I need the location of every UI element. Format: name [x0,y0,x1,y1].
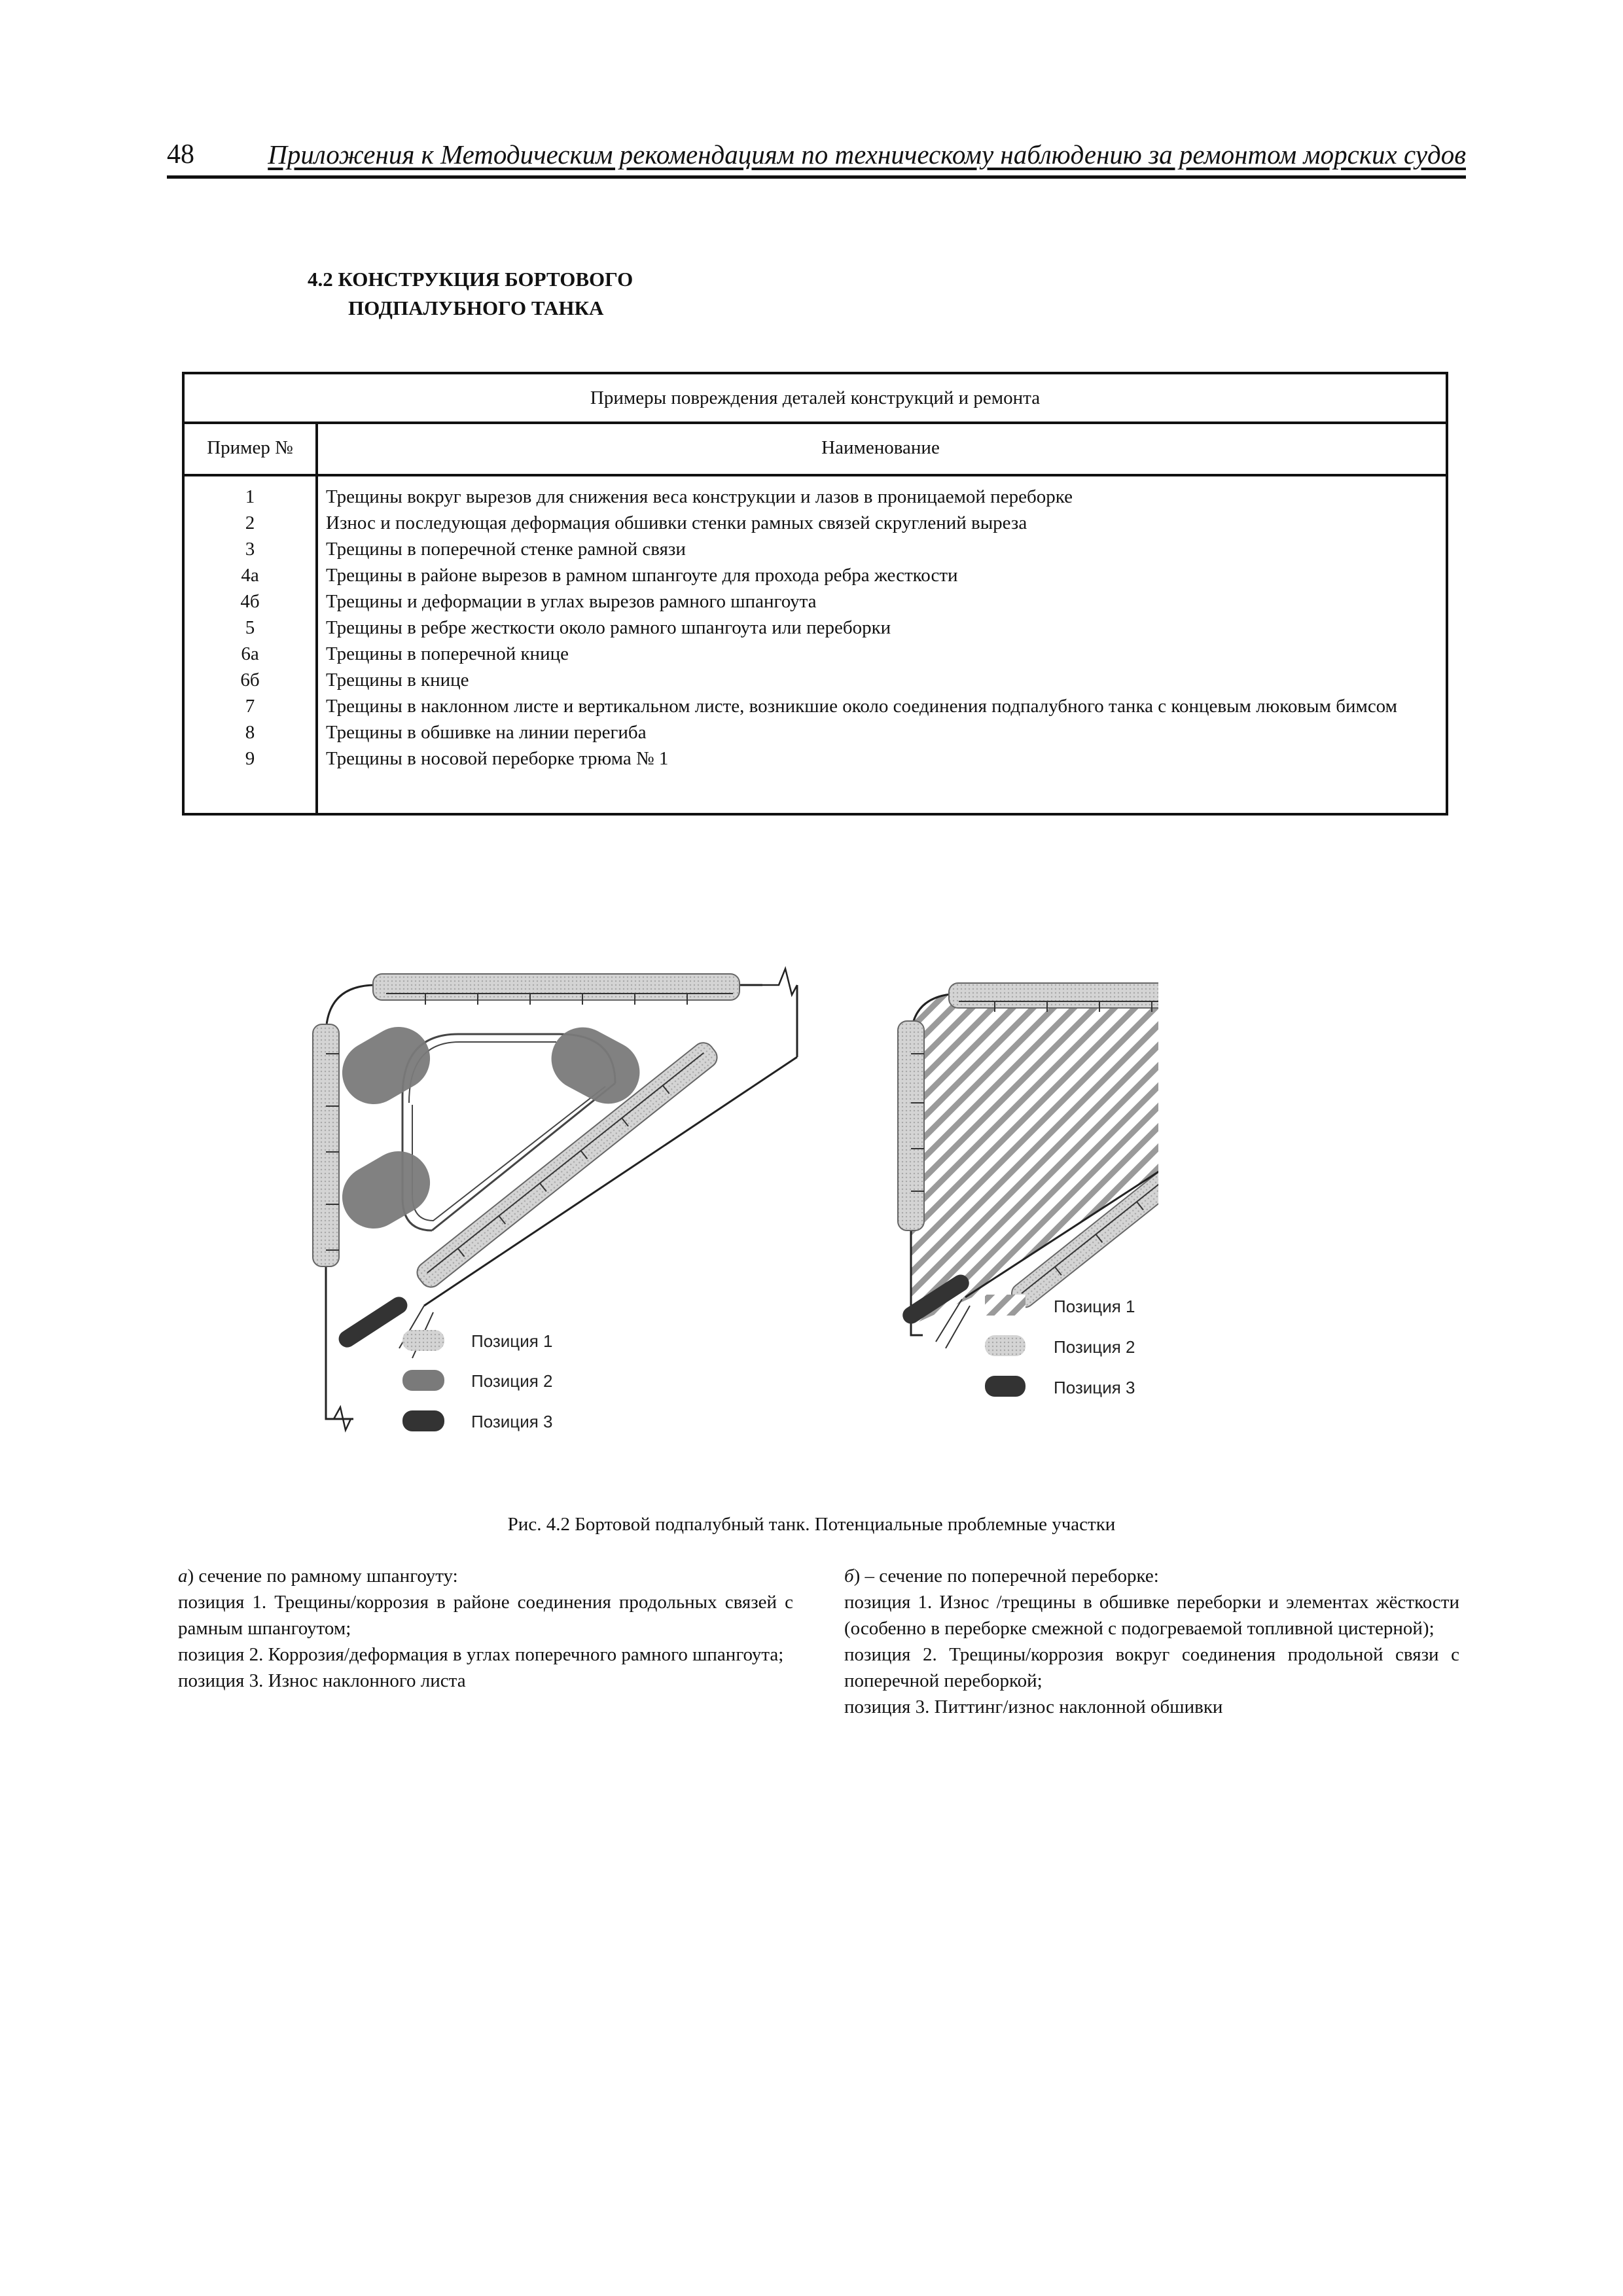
break-mark-top-a [762,969,797,995]
table-row [185,641,1446,667]
column-header-number: Пример № [207,437,293,458]
legend-label-pos3-a: Позиция 3 [471,1412,553,1431]
table-body [185,484,1446,772]
legend-swatch-pos2-a [402,1370,444,1391]
description-line [178,1563,793,1589]
table-cell-name: Трещины вокруг вырезов для снижения веса конструкции и лазов в проницаемой переборке [326,486,1073,507]
section-title [308,265,633,323]
table-row [185,667,1446,693]
description-text: ) – сечение по поперечной переборке: [853,1566,1159,1587]
description-line [844,1589,1459,1641]
column-header-name: Наименование [821,437,940,458]
table-cell-number: 2 [245,512,255,533]
pos2-top-stiffener-b [949,983,1158,1008]
pos3-sloping-plate-a [336,1293,411,1350]
table-row [185,536,1446,562]
table-cell-number: 9 [245,748,255,769]
legend-swatch-pos2-b [985,1335,1026,1356]
section-title-line2: ПОДПАЛУБНОГО ТАНКА [348,296,604,319]
table-cell-name: Трещины в наклонном листе и вертикальном листе, возникшие около соединения подпалубного танка с концевым люковым бимсом [326,696,1397,717]
legend-a [402,1330,552,1431]
description-line [178,1641,793,1668]
section-a-diagram [313,969,797,1431]
pos2-corner-bottom-a [330,1139,441,1240]
table-cell-number: 4б [240,591,260,612]
description-section-b [844,1563,1459,1720]
section-title-line1: 4.2 КОНСТРУКЦИЯ БОРТОВОГО [308,268,633,291]
table-cell-name: Трещины в книце [326,670,469,691]
description-text: позиция 1. Износ /трещины в обшивке переборки и элементах жёсткости (особенно в переборке смежной с подогреваемой топливной цистерной); [844,1592,1459,1639]
description-prefix: б [844,1566,854,1587]
legend-label-pos2-a: Позиция 2 [471,1371,553,1391]
table-row [185,719,1446,745]
table-cell-number: 5 [245,617,255,638]
legend-swatch-pos1-b [985,1295,1026,1316]
table-row [185,615,1446,641]
table-cell-name: Трещины в носовой переборке трюма № 1 [326,748,669,769]
pos2-side-stiffener-b [898,1021,924,1230]
description-text: позиция 3. Износ наклонного листа [178,1670,466,1691]
description-text: ) сечение по рамному шпангоуту: [187,1566,458,1587]
table-cell-number: 7 [245,696,255,717]
table-caption: Примеры повреждения деталей конструкций и ремонта [185,374,1446,424]
description-prefix: а [178,1566,188,1587]
description-text: позиция 2. Коррозия/деформация в углах поперечного рамного шпангоута; [178,1644,784,1665]
description-line [844,1563,1459,1589]
running-header [167,139,1466,178]
damage-examples-table [182,372,1448,816]
figure-drawing [308,956,1158,1453]
description-text: позиция 3. Питтинг/износ наклонной обшивки [844,1696,1223,1717]
legend-label-pos1-b: Позиция 1 [1054,1297,1135,1316]
legend-label-pos3-b: Позиция 3 [1054,1378,1135,1397]
table-row [185,588,1446,615]
page-number: 48 [167,139,194,170]
pos1-side-stiffener-a [313,1024,339,1266]
table-cell-name: Трещины в поперечной стенке рамной связи [326,539,686,560]
table-row [185,745,1446,772]
description-line [178,1589,793,1641]
table-row [185,510,1446,536]
legend-label-pos1-a: Позиция 1 [471,1331,553,1351]
table-cell-number: 8 [245,722,255,743]
section-b-diagram [898,980,1158,1397]
legend-label-pos2-b: Позиция 2 [1054,1337,1135,1357]
legend-swatch-pos3-a [402,1410,444,1431]
table-cell-number: 3 [245,539,255,560]
pos2-corner-top-left-a [330,1015,441,1115]
table-cell-number: 1 [245,486,255,507]
table-row [185,484,1446,510]
header-rule [167,175,1466,179]
figure-caption: Рис. 4.2 Бортовой подпалубный танк. Потенциальные проблемные участки [507,1514,1116,1535]
table-cell-name: Трещины в поперечной книце [326,643,569,664]
table-cell-name: Трещины в обшивке на линии перегиба [326,722,647,743]
figure-side-tank [308,956,1158,1453]
table-row [185,562,1446,588]
table-cell-number: 4а [241,565,259,586]
description-line [178,1668,793,1694]
description-text: позиция 2. Трещины/коррозия вокруг соединения продольной связи с поперечной переборкой; [844,1644,1459,1691]
table-cell-name: Износ и последующая деформация обшивки стенки рамных связей скруглений выреза [326,512,1027,533]
description-line [844,1641,1459,1694]
description-section-a [178,1563,793,1694]
frame-ring-inner-a [409,1042,556,1103]
table-cell-name: Трещины в районе вырезов в рамном шпангоуте для прохода ребра жесткости [326,565,958,586]
table-cell-name: Трещины и деформации в углах вырезов рамного шпангоута [326,591,817,612]
table-cell-number: 6б [240,670,260,691]
table-cell-name: Трещины в ребре жесткости около рамного шпангоута или переборки [326,617,891,638]
table-cell-number: 6а [241,643,259,664]
description-text: позиция 1. Трещины/коррозия в районе соединения продольных связей с рамным шпангоутом; [178,1592,793,1639]
table-row [185,693,1446,719]
legend-swatch-pos3-b [985,1376,1026,1397]
pos1-top-stiffener-a [373,974,740,1000]
running-title: Приложения к Методическим рекомендациям по техническому наблюдению за ремонтом морских судов [268,139,1466,170]
description-line [844,1694,1459,1720]
legend-b [985,1295,1135,1397]
table-header-row [185,422,1446,476]
legend-swatch-pos1-a [402,1330,444,1351]
